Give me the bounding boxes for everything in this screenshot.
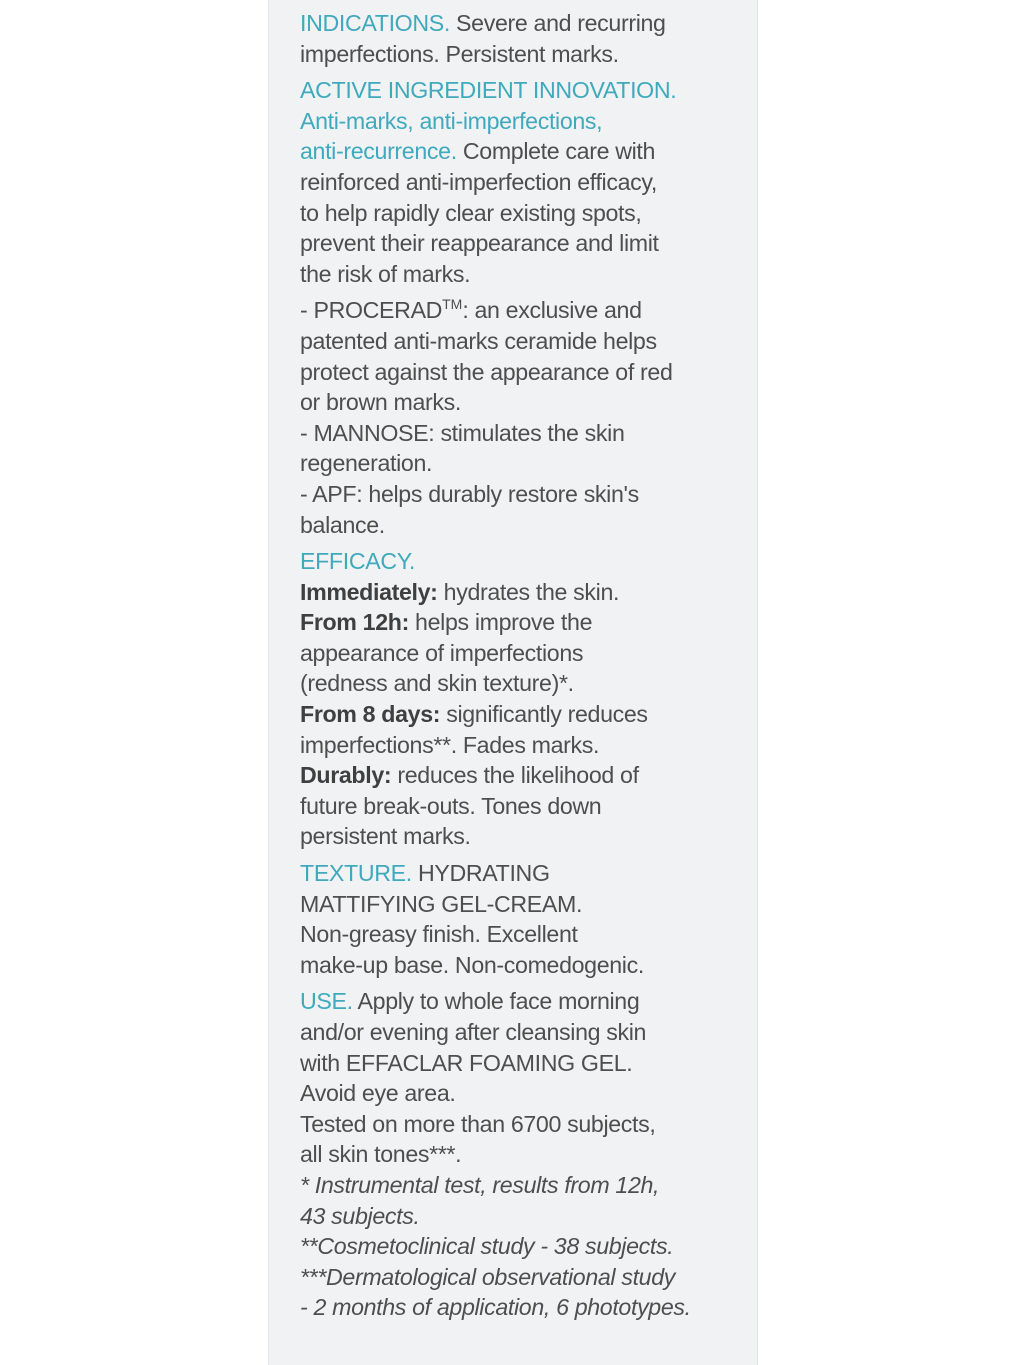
use-section xyxy=(300,986,750,1323)
indications-section xyxy=(300,8,750,69)
durably-label: Durably: xyxy=(300,762,392,789)
trademark-mark: TM xyxy=(442,296,463,313)
apf-line-2: balance. xyxy=(300,511,385,538)
use-heading: USE. xyxy=(300,988,353,1015)
indications-text-2: imperfections. Persistent marks. xyxy=(300,40,619,67)
indications-text-1: Severe and recurring xyxy=(449,10,666,36)
active-text-4: prevent their reappearance and limit xyxy=(300,230,659,257)
texture-text-2: MATTIFYING GEL-CREAM. xyxy=(300,890,583,917)
from-12h-text-2: appearance of imperfections xyxy=(300,639,584,666)
use-text-2: and/or evening after cleansing skin xyxy=(300,1019,647,1045)
mannose-line-2: regeneration. xyxy=(300,450,433,477)
footnote-3b: - 2 months of application, 6 phototypes. xyxy=(300,1294,691,1321)
texture-text-3: Non-greasy finish. Excellent xyxy=(300,921,578,948)
immediately-text: hydrates the skin. xyxy=(437,578,620,605)
use-text-6: all skin tones***. xyxy=(300,1141,462,1168)
from-8-days-label: From 8 days: xyxy=(300,701,441,728)
mannose-line-1: - MANNOSE: stimulates the skin xyxy=(300,419,625,446)
footnote-2: **Cosmetoclinical study - 38 subjects. xyxy=(300,1233,674,1260)
active-text-2: reinforced anti-imperfection efficacy, xyxy=(300,168,658,195)
durably-text-3: persistent marks. xyxy=(300,823,471,850)
from-12h-text: helps improve the xyxy=(408,609,593,636)
durably-text: reduces the likelihood of xyxy=(391,762,639,789)
texture-text-1: HYDRATING xyxy=(411,860,550,887)
active-subheading-2: anti-recurrence. xyxy=(300,138,457,165)
procerad-line-4: or brown marks. xyxy=(300,389,461,416)
durably-text-2: future break-outs. Tones down xyxy=(300,792,602,819)
use-text-5: Tested on more than 6700 subjects, xyxy=(300,1110,656,1137)
active-text-5: the risk of marks. xyxy=(300,260,471,287)
procerad-line-1: - PROCERAD™: an exclusive and xyxy=(300,296,642,324)
active-ingredient-section xyxy=(300,75,750,540)
procerad-line-2: patented anti-marks ceramide helps xyxy=(300,327,657,354)
active-ingredient-heading: ACTIVE INGREDIENT INNOVATION. xyxy=(300,77,677,104)
indications-heading: INDICATIONS. xyxy=(300,10,450,36)
efficacy-section xyxy=(300,546,750,852)
active-text-1: Complete care with xyxy=(456,138,656,165)
apf-line-1: - APF: helps durably restore skin's xyxy=(300,480,639,507)
use-text-3: with EFFACLAR FOAMING GEL. xyxy=(300,1049,633,1076)
from-8-days-text-2: imperfections**. Fades marks. xyxy=(300,731,600,758)
from-12h-text-3: (redness and skin texture)*. xyxy=(300,670,574,697)
procerad-line-3: protect against the appearance of red xyxy=(300,358,673,385)
active-subheading-1: Anti-marks, anti-imperfections, xyxy=(300,107,603,134)
texture-heading: TEXTURE. xyxy=(300,860,412,887)
use-text-1: Apply to whole face morning xyxy=(352,988,640,1015)
from-8-days-text: significantly reduces xyxy=(440,701,648,728)
active-text-3: to help rapidly clear existing spots, xyxy=(300,199,642,226)
product-description xyxy=(300,8,750,1329)
footnote-1a: * Instrumental test, results from 12h, xyxy=(300,1171,660,1198)
footnote-3a: ***Dermatological observational study xyxy=(300,1263,675,1290)
efficacy-heading: EFFICACY. xyxy=(300,548,415,575)
texture-section xyxy=(300,858,750,980)
texture-text-4: make-up base. Non-comedogenic. xyxy=(300,951,644,978)
footnote-1b: 43 subjects. xyxy=(300,1202,420,1229)
from-12h-label: From 12h: xyxy=(300,609,409,636)
use-text-4: Avoid eye area. xyxy=(300,1080,456,1107)
immediately-label: Immediately: xyxy=(300,578,438,605)
